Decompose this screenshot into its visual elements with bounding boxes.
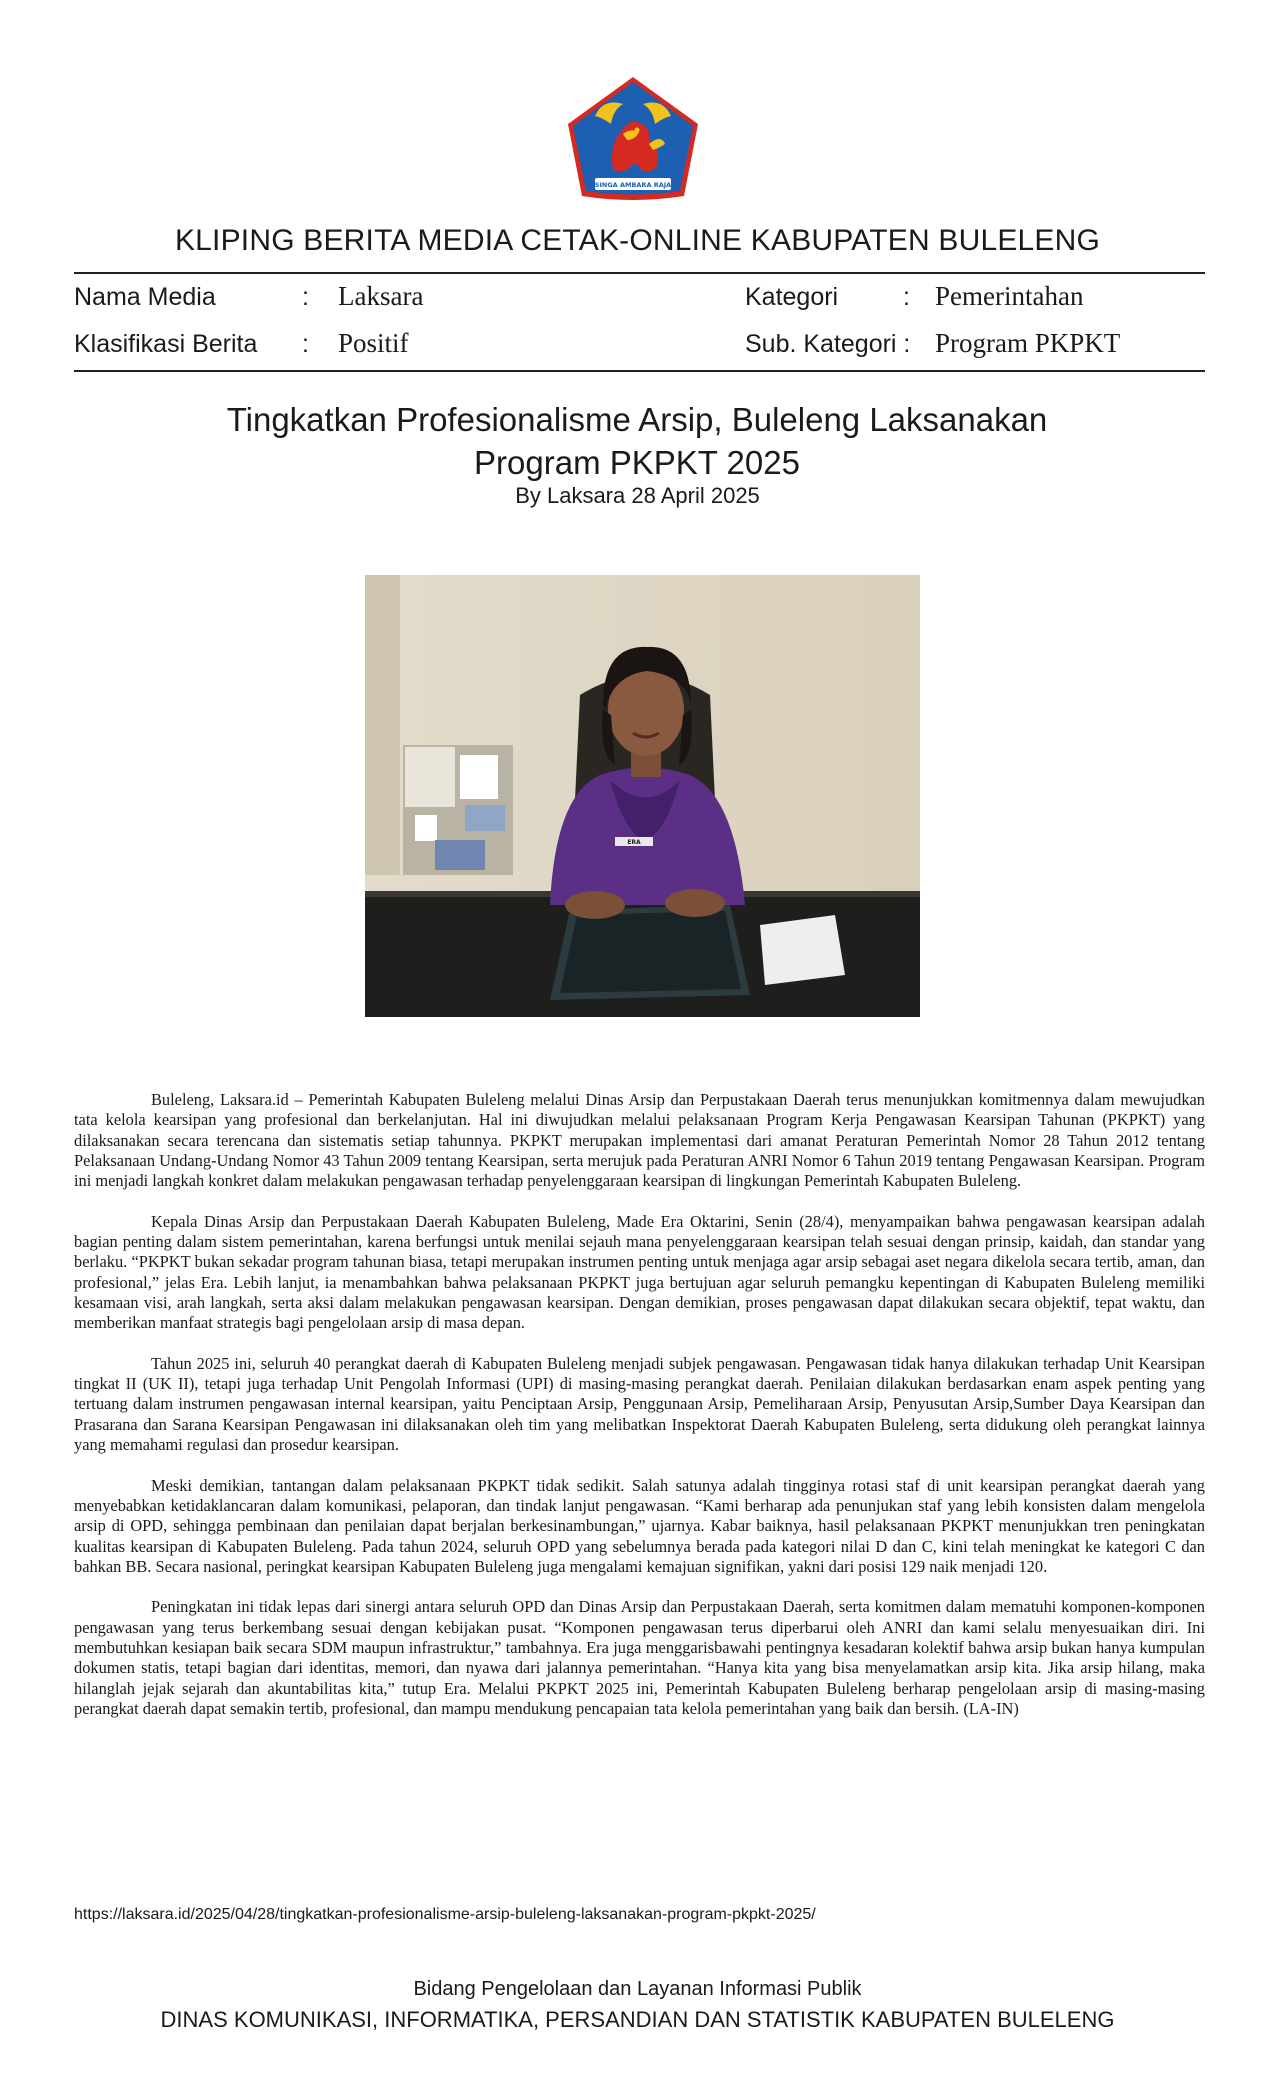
- buleleng-regency-logo: [565, 74, 701, 202]
- footer-department: Bidang Pengelolaan dan Layanan Informasi Publik: [413, 1978, 862, 2000]
- nama-media-label: Nama Media: [74, 283, 216, 311]
- article-title-line-1: Tingkatkan Profesionalisme Arsip, Buleleng Laksanakan: [226, 401, 1048, 438]
- nama-media-value: Laksara: [338, 281, 424, 311]
- sub-kategori-label: Sub. Kategori :: [745, 330, 911, 358]
- article-paragraph-5: Peningkatan ini tidak lepas dari sinergi antara seluruh OPD dan Dinas Arsip dan Perpustakaan Daerah, serta komitmen dalam mematuhi komponen-komponen pengawasan yang terus berkembang sesuai dengan kebijakan pusat. “Komponen pengawasan terus diperbarui oleh ANRI dan kami selalu menyesuaikan diri. Ini membutuhkan kesiapan baik secara SDM maupun infrastruktur,” tambahnya. Era juga menggarisbawahi pentingnya kesadaran kolektif bahwa arsip bukan hanya kumpulan dokumen statis, tetapi bagian dari identitas, memori, dan nyawa dari jalannya pemerintahan. “Hanya kita yang bisa menyelamatkan arsip kita. Jika arsip hilang, maka hilanglah jejak sejarah dan akuntabilitas kita,” tutup Era. Melalui PKPKT 2025 ini, Pemerintah Kabupaten Buleleng berharap pengelolaan arsip di masing-masing perangkat daerah dapat semakin tertib, profesional, dan mampu mendukung pencapaian tata kelola pemerintahan yang baik dan bersih. (LA-IN): [74, 1597, 1205, 1718]
- article-paragraph-3: Tahun 2025 ini, seluruh 40 perangkat daerah di Kabupaten Buleleng menjadi subjek pengawasan. Pengawasan tidak hanya dilakukan terhadap Unit Kearsipan tingkat II (UK II), tetapi juga terhadap Unit Pengolah Informasi (UPI) di masing-masing perangkat daerah. Penilaian dilakukan berdasarkan enam aspek penting yang tertuang dalam instrumen pengawasan internal kearsipan, yaitu Penciptaan Arsip, Penggunaan Arsip, Pemeliharaan Arsip, Penyusutan Arsip,Sumber Daya Kearsipan dan Prasarana dan Sarana Kearsipan Pengawasan ini dilaksanakan oleh tim yang melibatkan Inspektorat Daerah Kabupaten Buleleng, serta didukung oleh perangkat lainnya yang memahami regulasi dan prosedur kearsipan.: [74, 1353, 1205, 1455]
- nama-media-colon: :: [302, 283, 309, 311]
- article-photo: [365, 575, 920, 1017]
- logo-motto: SINGA AMBARA RAJA: [594, 181, 672, 189]
- kategori-colon: :: [903, 283, 910, 311]
- footer-agency: DINAS KOMUNIKASI, INFORMATIKA, PERSANDIAN DAN STATISTIK KABUPATEN BULELENG: [160, 2007, 1115, 2032]
- klasifikasi-value: Positif: [338, 328, 409, 358]
- kategori-label: Kategori: [745, 283, 839, 311]
- clipping-header-title: KLIPING BERITA MEDIA CETAK-ONLINE KABUPATEN BULELENG: [174, 224, 1101, 257]
- klasifikasi-label: Klasifikasi Berita: [74, 330, 258, 358]
- sub-kategori-value: Program PKPKT: [935, 328, 1121, 358]
- header-divider-bottom: [74, 370, 1205, 372]
- article-paragraph-4: Meski demikian, tantangan dalam pelaksanaan PKPKT tidak sedikit. Salah satunya adalah tingginya rotasi staf di unit kearsipan perangkat daerah yang menyebabkan ketidaklancaran dalam komunikasi, pelaporan, dan tindak lanjut pengawasan. “Kami berharap ada penunjukan staf yang lebih konsisten dalam mengelola arsip di OPD, sehingga pembinaan dan penilaian dapat berjalan berkesinambungan,” ujarnya. Kabar baiknya, hasil pelaksanaan PKPKT menunjukkan tren peningkatan kualitas kearsipan di Kabupaten Buleleng. Pada tahun 2024, seluruh OPD yang sebelumnya berada pada kategori nilai D dan C, kini telah meningkat ke kategori C dan bahkan BB. Secara nasional, peringkat kearsipan Kabupaten Buleleng juga mengalami kemajuan signifikan, yakni dari posisi 129 naik menjadi 120.: [74, 1475, 1205, 1576]
- header-divider-top: [74, 272, 1205, 274]
- article-paragraph-2: Kepala Dinas Arsip dan Perpustakaan Daerah Kabupaten Buleleng, Made Era Oktarini, Senin (28/4), menyampaikan bahwa pengawasan kearsipan adalah bagian penting dalam sistem pemerintahan, karena berfungsi untuk menilai sejauh mana penyelenggaraan kearsipan telah sesuai dengan prinsip, kaidah, dan standar yang berlaku. “PKPKT bukan sekadar program tahunan biasa, tetapi merupakan instrumen penting untuk menjaga agar arsip sebagai aset negara dikelola secara tertib, aman, dan profesional,” jelas Era. Lebih lanjut, ia menambahkan bahwa pelaksanaan PKPKT juga bertujuan agar seluruh pemangku kepentingan di Kabupaten Buleleng memiliki kesamaan visi, arah langkah, serta aksi dalam melakukan pengawasan kearsipan. Dengan demikian, proses pengawasan dapat dilakukan secara objektif, tepat waktu, dan memberikan manfaat strategis bagi pengelolaan arsip di masa depan.: [74, 1211, 1205, 1333]
- photo-name-tag: ERA: [627, 839, 641, 846]
- article-byline: By Laksara 28 April 2025: [515, 483, 760, 508]
- article-paragraph-1: Buleleng, Laksara.id – Pemerintah Kabupaten Buleleng melalui Dinas Arsip dan Perpustakaan Daerah terus menunjukkan komitmennya dalam mewujudkan tata kelola kearsipan yang profesional dan berkelanjutan. Hal ini diwujudkan melalui pelaksanaan Program Kerja Pengawasan Kearsipan Tahunan (PKPKT) yang dilaksanakan secara terencana dan sistematis setiap tahunnya. PKPKT merupakan implementasi dari amanat Peraturan Pemerintah Nomor 28 Tahun 2012 tentang Pelaksanaan Undang-Undang Nomor 43 Tahun 2009 tentang Kearsipan, serta merujuk pada Peraturan ANRI Nomor 6 Tahun 2019 tentang Pengawasan Kearsipan. Program ini menjadi langkah konkret dalam melakukan pengawasan terhadap penyelenggaraan kearsipan di lingkungan Pemerintah Kabupaten Buleleng.: [74, 1090, 1205, 1191]
- article-title-line-2: Program PKPKT 2025: [474, 444, 800, 481]
- article-title: [137, 398, 1137, 484]
- article-body: [74, 1090, 1205, 1740]
- klasifikasi-colon: :: [302, 330, 309, 358]
- source-url: https://laksara.id/2025/04/28/tingkatkan-profesionalisme-arsip-buleleng-laksanakan-program-pkpkt-2025/: [74, 1906, 816, 1923]
- kategori-value: Pemerintahan: [935, 281, 1084, 311]
